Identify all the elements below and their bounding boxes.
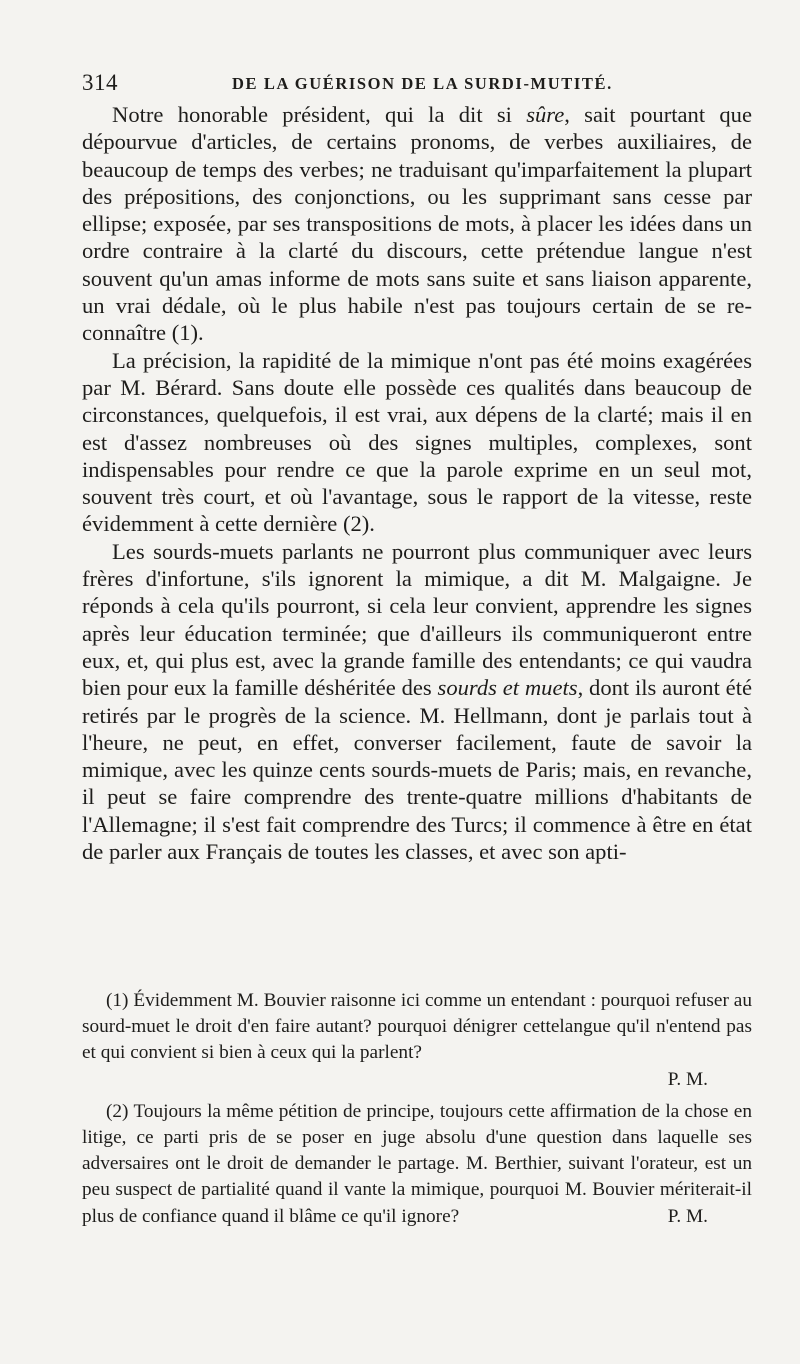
paragraph-1-text-b: , sait pourtant que dépourvue d'articles, de certains pronoms, de verbes auxiliaires, de beaucoup de temps des verbes; ne traduisant qu'imparfaitement la plupart des prépositions, des conjonctions, ou les supprimant sans cesse par ellipse; exposée, par ses transpositions de mots, à placer les idées dans un ordre contraire à la clarté du discours, cette prétendue langue n'est souvent qu'un amas informe de mots sans suite et sans liaison apparente, un vrai dédale, où le plus habile n'est pas toujours certain de se reconnaître (1). xyxy=(82,102,752,346)
footnote-2-signature: P. M. xyxy=(667,1205,708,1227)
paragraph-3-emphasis: sourds et muets xyxy=(437,675,578,701)
paragraph-3-text-b: , dont ils auront été retirés par le progrès de la science. M. Hellmann, dont je parlais tout à l'heure, ne peut, en effet, converser facilement, faute de savoir la mimique, avec les quinze cents sourds-muets de Paris; mais, en revanche, il peut se faire comprendre des trente-quatre millions d'habitants de l'Allemagne; il s'est fait comprendre des Turcs; il commence à être en état de parler aux Français de toutes les classes, et avec son apti- xyxy=(82,675,752,865)
paragraph-3 xyxy=(82,538,752,866)
footnote-1-text: (1) Évidemment M. Bouvier raisonne ici comme un entendant : pourquoi refuser au sourd-muet le droit d'en faire autant? pourquoi dénigrer cettelangue qu'il n'entend pas et qui convient si bien à ceux qui la parlent? xyxy=(82,990,752,1064)
footnote-2 xyxy=(82,1099,752,1230)
paragraph-2: La précision, la rapidité de la mimique n'ont pas été moins exagérées par M. Bérard. Sans doute elle possède ces qualités dans beaucoup de circonstances, quelquefois, il est vrai, aux dépens de la clarté; mais il en est d'assez nombreuses où des signes multiples, complexes, sont indispensables pour rendre ce que la parole exprime en un seul mot, souvent très court, et où l'avantage, sous le rapport de la vitesse, reste évidemment à cette dernière (2). xyxy=(82,347,752,537)
running-head xyxy=(82,70,752,100)
paragraph-1 xyxy=(82,101,752,347)
footnote-1-signature: P. M. xyxy=(667,1068,708,1090)
body-text xyxy=(82,101,752,865)
footnotes xyxy=(82,988,752,1236)
running-title: DE LA GUÉRISON DE LA SURDI-MUTITÉ. xyxy=(232,74,613,93)
footnote-1 xyxy=(82,988,752,1093)
paragraph-1-emphasis: sûre xyxy=(526,102,565,127)
page-number: 314 xyxy=(82,70,118,95)
paragraph-3-text-a: Les sourds-muets parlants ne pourront plus communiquer avec leurs frères d'infortune, s'ils ignorent la mimique, a dit M. Malgaigne. Je réponds à cela qu'ils pourront, si cela leur convient, apprendre les signes après leur éducation terminée; que d'ailleurs ils communiqueront entre eux, et, qui plus est, avec la grande famille des entendants; ce qui vaudra bien pour eux la famille déshéritée des xyxy=(82,538,752,701)
paragraph-1-text-a: Notre honorable président, qui la dit si xyxy=(112,102,527,127)
footnote-2-text: (2) Toujours la même pétition de principe, toujours cette affirmation de la chose en litige, ce parti pris de se poser en juge absolu d'une question dans laquelle ses adversaires ont le droit de demander le partage. M. Berthier, suivant l'orateur, est un peu suspect de partialité quand il vante la mimique, pourquoi M. Bouvier mériterait-il plus de confiance quand il blâme ce qu'il ignore? xyxy=(82,1100,752,1227)
